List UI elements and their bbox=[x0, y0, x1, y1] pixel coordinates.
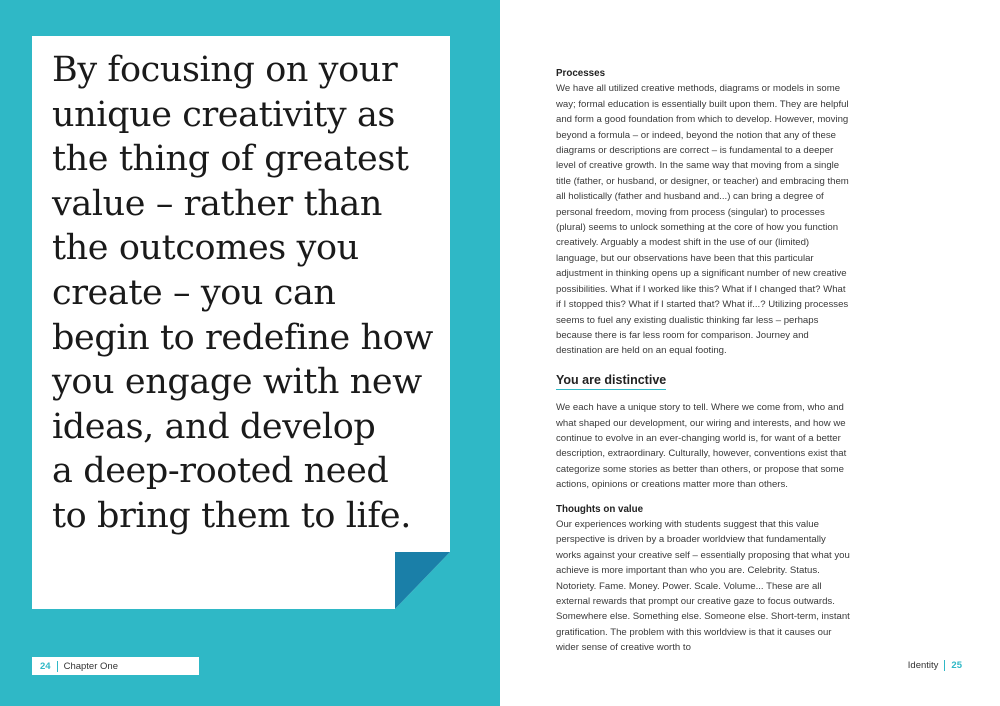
processes-heading: Processes bbox=[556, 68, 606, 79]
page-curl bbox=[395, 552, 450, 609]
footer-divider bbox=[57, 661, 58, 672]
left-footer bbox=[32, 657, 199, 675]
distinctive-paragraph: We each have a unique story to tell. Where we come from, who and what shaped our development, our wiring and interests, and how we continue to evolve in an ever-changing world is, for want of a better description, extraordinary. Culturally, however, conventions exist that categorize some stories as better than others, or propose that some actions, opinions or creations matter more than others. bbox=[556, 402, 847, 491]
value-paragraph: Our experiences working with students suggest that this value perspective is driven by a broader worldview that fundamentally works against your creative self – essentially proposing that what you achieve is more important than who you are. Celebrity. Status. Notoriety. Fame. Money. Power. Scale. Volume... These are all external rewards that prompt our creative gaze to focus outwards. Somewhere else. Something else. Someone else. Short-term, instant gratification. The problem with this worldview is that it causes our wider sense of creative worth to bbox=[556, 518, 850, 654]
right-page-number: 25 bbox=[951, 660, 962, 671]
left-page-number: 24 bbox=[40, 660, 51, 672]
processes-paragraph: We have all utilized creative methods, diagrams or models in some way; formal education is essentially built upon them. They are helpful and form a good foundation from which to develop. However, moving beyond a formula – or indeed, beyond the notion that any of these diagrams or descriptions are correct – is fundamental to a deeper level of creative growth. In the same way that moving from a single title (father, or husband, or designer, or teacher) and embracing them all holistically (father and husband and...) can bring a degree of personal freedom, moving from process (singular) to processes (plural) seems to unlock something at the core of how you function creatively. Arguably a modest shift in the use of our (limited) language, but our observations have been that this particular adjustment in thinking opens up a significant number of new creative possibilities. What if I worked like this? What if I changed that? What if I stopped this? What if I started that? What if...? Utilizing processes seems to fuel any existing dualistic thinking far less – perhaps because there is far less room for comparison. Journey and destination are held on an equal footing. bbox=[556, 83, 849, 357]
pull-quote: By focusing on your unique creativity as the thing of greatest value – rather than the outcomes you create – you can begin to redefine how you engage with new ideas, and develop a deep-rooted need to bring them to life. bbox=[52, 50, 433, 536]
section-label: Identity bbox=[907, 660, 939, 671]
value-heading: Thoughts on value bbox=[556, 503, 644, 515]
right-footer bbox=[908, 660, 962, 671]
body-text bbox=[556, 66, 852, 656]
right-page bbox=[500, 0, 1000, 706]
distinctive-heading: You are distinctive bbox=[556, 373, 666, 390]
footer-divider bbox=[944, 660, 945, 671]
chapter-label: Chapter One bbox=[63, 660, 118, 672]
